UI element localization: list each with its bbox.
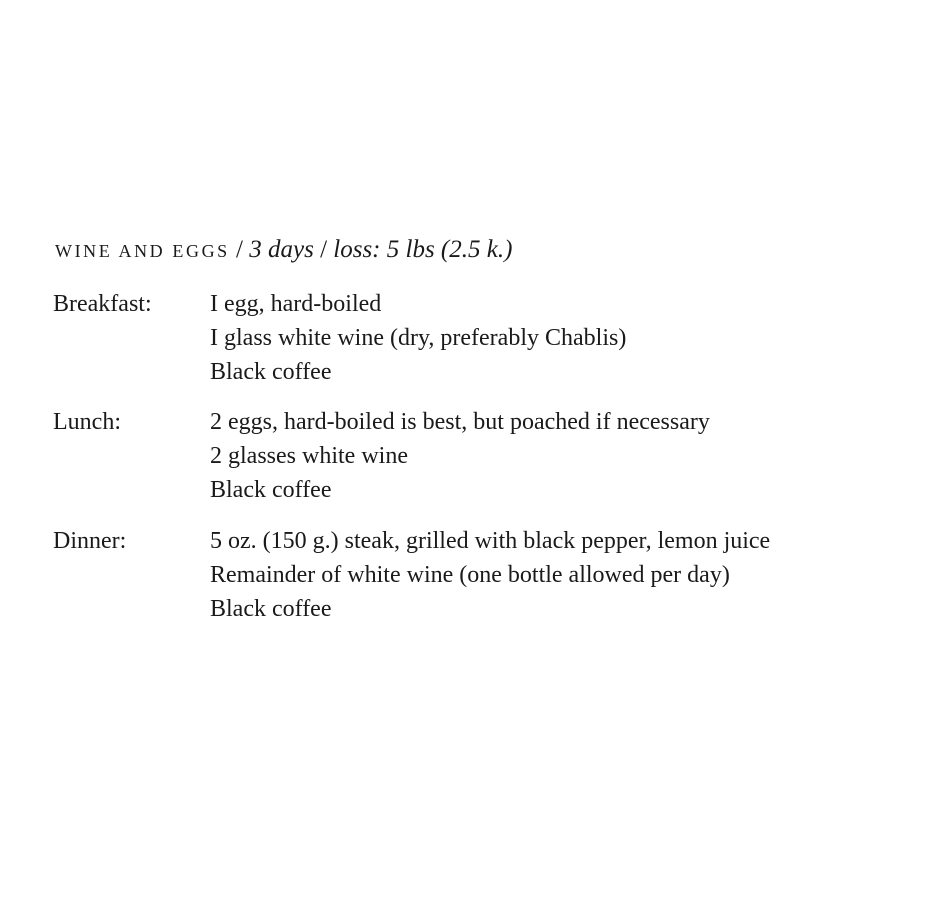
meal-items-lunch	[210, 405, 710, 507]
meal-item: Black coffee	[210, 477, 332, 503]
meal-item: Black coffee	[210, 359, 332, 385]
diet-heading	[55, 232, 512, 269]
meal-items-dinner	[210, 524, 770, 626]
diet-title: WINE AND EGGS	[55, 241, 230, 261]
meal-label-lunch: Lunch:	[53, 409, 121, 435]
heading-separator: /	[229, 236, 250, 263]
meal-item: I glass white wine (dry, preferably Chablis)	[210, 325, 627, 351]
meal-item: Black coffee	[210, 596, 332, 622]
meal-item: I egg, hard-boiled	[210, 291, 382, 317]
meal-label-breakfast: Breakfast:	[53, 291, 152, 317]
meal-item: Remainder of white wine (one bottle allowed per day)	[210, 562, 730, 588]
diet-loss: loss: 5 lbs (2.5 k.)	[333, 236, 513, 263]
meal-label-dinner: Dinner:	[53, 528, 127, 554]
diet-duration: 3 days	[249, 236, 314, 263]
meal-item: 2 eggs, hard-boiled is best, but poached if necessary	[210, 409, 710, 435]
meal-item: 5 oz. (150 g.) steak, grilled with black pepper, lemon juice	[210, 528, 771, 554]
meal-items-breakfast	[210, 287, 626, 389]
heading-separator: /	[313, 236, 334, 263]
meal-item: 2 glasses white wine	[210, 443, 408, 469]
